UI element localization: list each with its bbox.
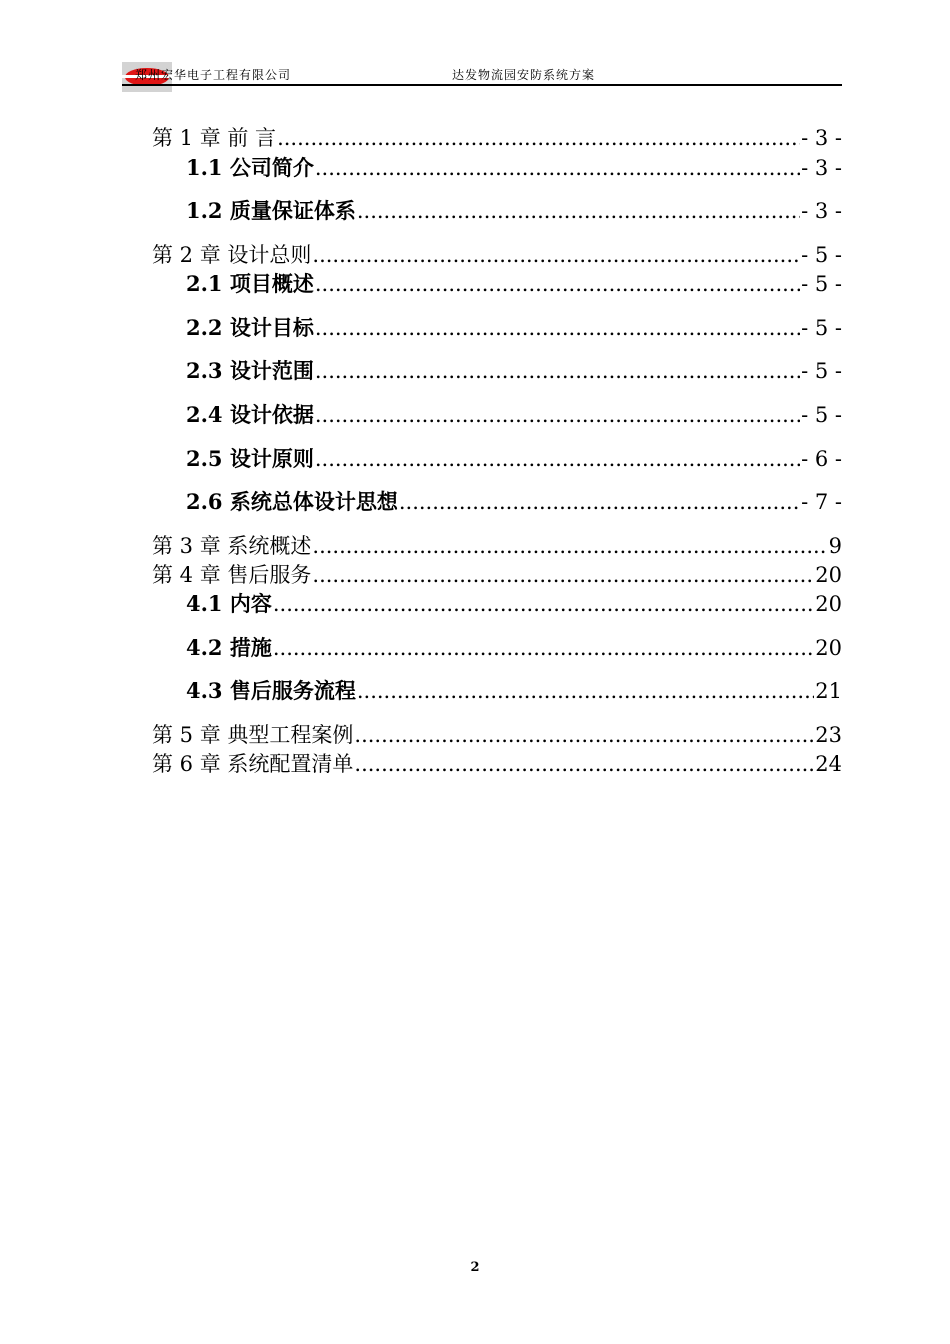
toc-leader bbox=[357, 198, 800, 224]
toc-entry-label: 第 4 章 售后服务 bbox=[152, 563, 312, 587]
toc-leader bbox=[357, 678, 814, 704]
toc-leader bbox=[315, 315, 800, 341]
toc-entry-label: 2.1 项目概述 bbox=[186, 271, 314, 296]
toc-entry-label: 2.5 设计原则 bbox=[186, 446, 314, 471]
toc-entry-label: 4.1 内容 bbox=[186, 591, 272, 616]
toc-leader bbox=[315, 358, 800, 384]
toc-entry[interactable] bbox=[152, 533, 842, 559]
toc-entry[interactable] bbox=[152, 751, 842, 777]
toc-leader bbox=[312, 533, 827, 559]
toc-entry-page: - 5 - bbox=[801, 359, 842, 383]
toc-leader bbox=[315, 155, 800, 181]
toc-entry-label: 2.3 设计范围 bbox=[186, 358, 314, 383]
toc-entry-label: 1.1 公司简介 bbox=[186, 155, 314, 180]
toc-entry-label: 第 1 章 前 言 bbox=[152, 126, 277, 150]
toc-entry-page: 24 bbox=[815, 752, 842, 776]
toc-entry-page: - 6 - bbox=[801, 447, 842, 471]
toc-entry-page: - 5 - bbox=[801, 403, 842, 427]
toc-entry-page: 21 bbox=[815, 679, 842, 703]
toc-leader bbox=[354, 751, 814, 777]
toc-entry[interactable] bbox=[186, 635, 842, 661]
toc-entry-page: - 5 - bbox=[801, 243, 842, 267]
toc-leader bbox=[315, 402, 800, 428]
toc-entry[interactable] bbox=[152, 562, 842, 588]
header-rule bbox=[122, 84, 842, 86]
page-header bbox=[0, 0, 950, 100]
toc-entry-page: - 3 - bbox=[801, 126, 842, 150]
toc-entry-label: 2.2 设计目标 bbox=[186, 315, 314, 340]
toc-leader bbox=[315, 271, 800, 297]
page-number: 2 bbox=[470, 1260, 480, 1275]
toc-entry-page: - 5 - bbox=[801, 272, 842, 296]
toc-entry[interactable] bbox=[186, 678, 842, 704]
toc-entry-label: 第 2 章 设计总则 bbox=[152, 243, 312, 267]
toc-entry[interactable] bbox=[186, 446, 842, 472]
toc-entry[interactable] bbox=[186, 489, 842, 515]
toc-entry-page: - 7 - bbox=[801, 490, 842, 514]
toc-leader bbox=[312, 562, 814, 588]
toc-entry-page: 20 bbox=[815, 592, 842, 616]
toc-entry-page: 23 bbox=[815, 723, 842, 747]
toc-entry-page: - 5 - bbox=[801, 316, 842, 340]
toc-leader bbox=[273, 635, 814, 661]
toc-entry-label: 1.2 质量保证体系 bbox=[186, 198, 356, 223]
toc-entry-label: 第 6 章 系统配置清单 bbox=[152, 752, 354, 776]
toc-entry-page: 20 bbox=[815, 563, 842, 587]
header-company-name: 郑州宏华电子工程有限公司 bbox=[135, 68, 292, 82]
header-document-title: 达发物流园安防系统方案 bbox=[452, 68, 596, 82]
toc-entry[interactable] bbox=[186, 402, 842, 428]
toc-entry[interactable] bbox=[186, 271, 842, 297]
toc-entry[interactable] bbox=[186, 358, 842, 384]
toc-entry-page: - 3 - bbox=[801, 156, 842, 180]
toc-leader bbox=[315, 446, 800, 472]
toc-entry[interactable] bbox=[186, 155, 842, 181]
toc-entry-label: 第 5 章 典型工程案例 bbox=[152, 723, 354, 747]
toc-entry-label: 4.3 售后服务流程 bbox=[186, 678, 356, 703]
toc-entry[interactable] bbox=[152, 242, 842, 268]
toc-entry-page: 9 bbox=[828, 534, 842, 558]
toc-leader bbox=[312, 242, 800, 268]
toc-entry-label: 4.2 措施 bbox=[186, 635, 272, 660]
toc-entry-page: - 3 - bbox=[801, 199, 842, 223]
toc-leader bbox=[399, 489, 800, 515]
toc-entry[interactable] bbox=[152, 125, 842, 151]
toc-entry[interactable] bbox=[152, 722, 842, 748]
toc-leader bbox=[277, 125, 800, 151]
toc-entry[interactable] bbox=[186, 591, 842, 617]
toc-entry-page: 20 bbox=[815, 636, 842, 660]
toc-entry[interactable] bbox=[186, 198, 842, 224]
toc-entry-label: 第 3 章 系统概述 bbox=[152, 534, 312, 558]
toc-entry[interactable] bbox=[186, 315, 842, 341]
toc-leader bbox=[273, 591, 814, 617]
toc-entry-label: 2.6 系统总体设计思想 bbox=[186, 489, 398, 514]
toc-entry-label: 2.4 设计依据 bbox=[186, 402, 314, 427]
toc-leader bbox=[354, 722, 814, 748]
